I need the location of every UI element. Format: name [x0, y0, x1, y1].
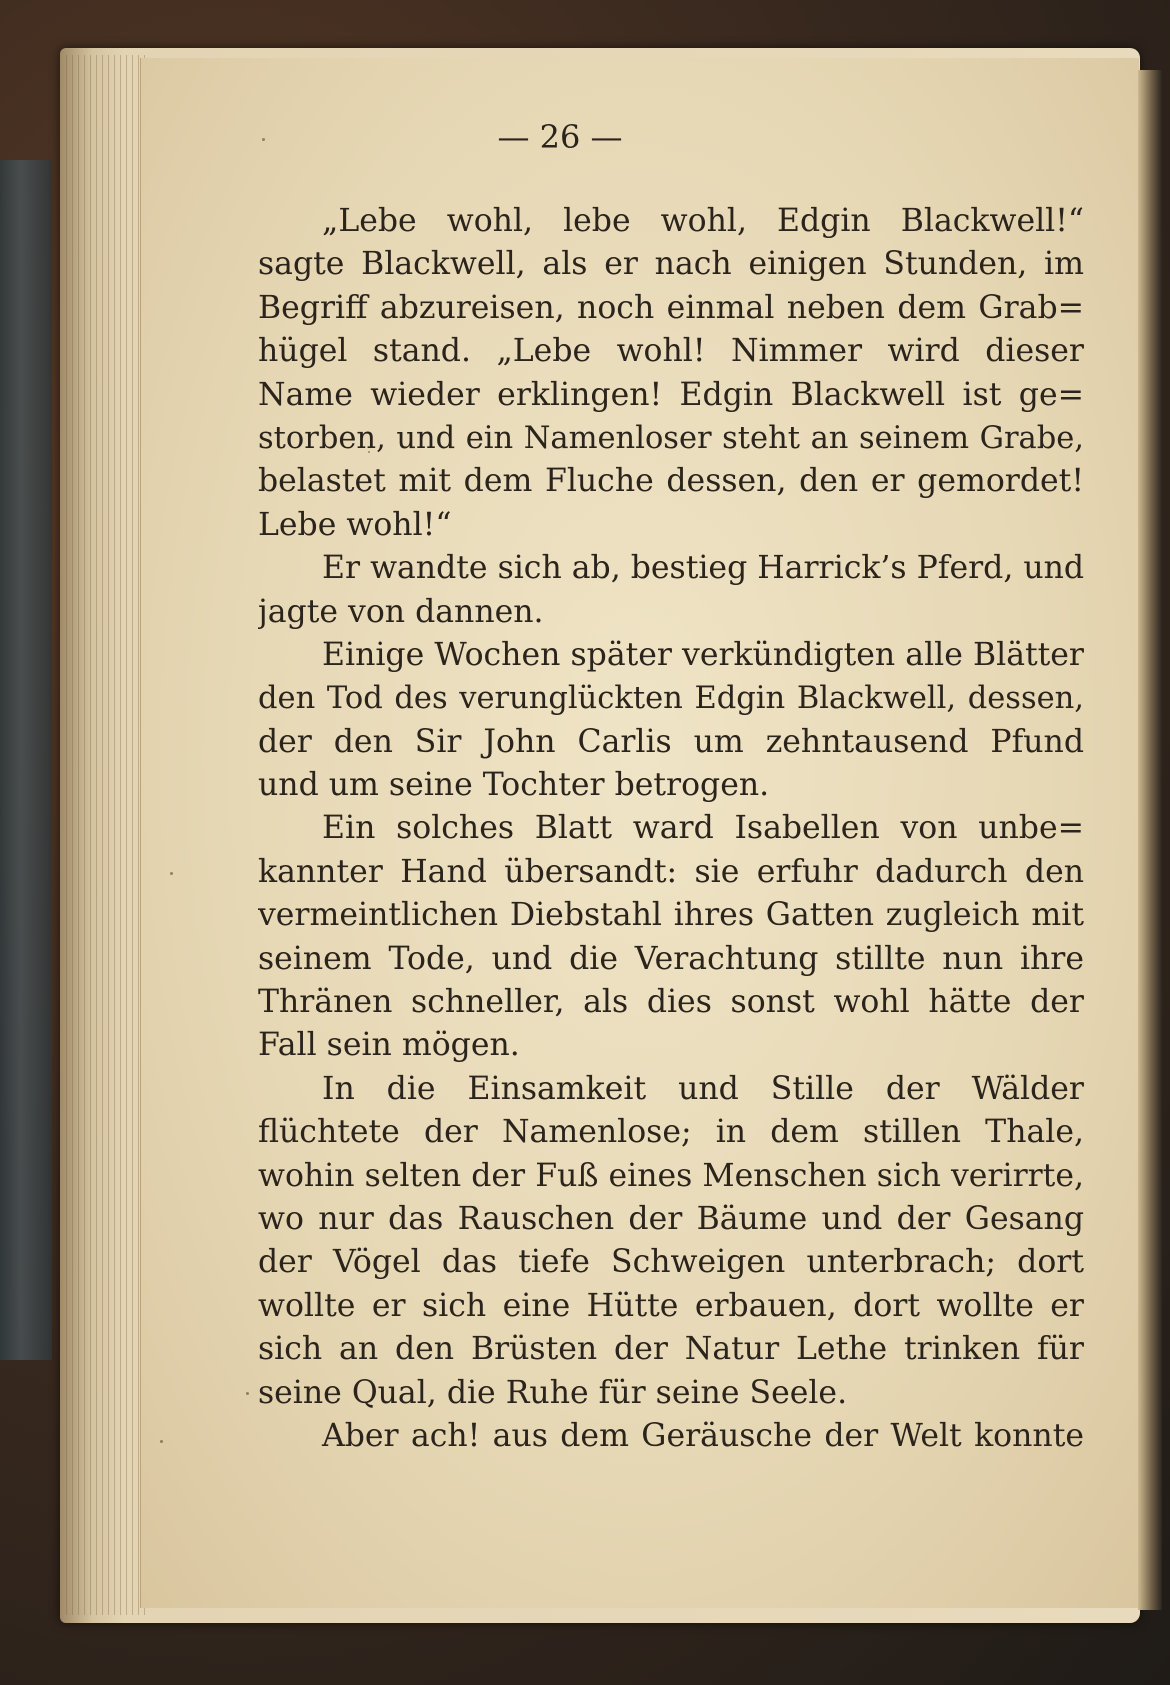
text-line: storben, und ein Namenloser steht an seinem Grabe,: [258, 420, 1084, 456]
text-line: Er wandte sich ab, bestieg Harrick’s Pferd, und: [322, 550, 1084, 587]
text-line: wollte er sich eine Hütte erbauen, dort wollte er: [258, 1287, 1084, 1324]
text-line: Begriff abzureisen, noch einmal neben dem Grab=: [258, 289, 1084, 326]
page-edges: [66, 55, 146, 1615]
text-line: belastet mit dem Fluche dessen, den er gemordet!: [258, 463, 1084, 500]
text-line: sich an den Brüsten der Natur Lethe trinken für: [258, 1331, 1084, 1368]
page-right-edge: [1138, 70, 1162, 1610]
text-line: und um seine Tochter betrogen.: [258, 767, 770, 804]
text-line: jagte von dannen.: [258, 593, 544, 630]
text-line: Einige Wochen später verkündigten alle Blätter: [322, 636, 1084, 673]
text-line: Aber ach! aus dem Geräusche der Welt konnte: [322, 1417, 1084, 1454]
page-number: — 26 —: [497, 118, 623, 156]
text-line: „Lebe wohl, lebe wohl, Edgin Blackwell!“: [322, 203, 1084, 239]
text-line: seine Qual, die Ruhe für seine Seele.: [258, 1374, 848, 1411]
text-line: der den Sir John Carlis um zehntausend Pfund: [258, 723, 1084, 760]
book-spine: [0, 160, 52, 1360]
text-line: vermeintlichen Diebstahl ihres Gatten zugleich mit: [258, 897, 1084, 934]
text-line: Thränen schneller, als dies sonst wohl hätte der: [258, 984, 1084, 1021]
text-line: flüchtete der Namenlose; in dem stillen Thale,: [258, 1114, 1084, 1151]
text-line: sagte Blackwell, als er nach einigen Stunden, im: [258, 246, 1084, 283]
text-line: hügel stand. „Lebe wohl! Nimmer wird dieser: [258, 333, 1084, 370]
text-line: Ein solches Blatt ward Isabellen von unbe=: [322, 810, 1084, 847]
text-line: der Vögel das tiefe Schweigen unterbrach; dort: [258, 1244, 1084, 1281]
text-line: wohin selten der Fuß eines Menschen sich verirrte,: [258, 1157, 1084, 1194]
text-line: Fall sein mögen.: [258, 1027, 520, 1064]
text-line: In die Einsamkeit und Stille der Wälder: [322, 1070, 1084, 1107]
text-line: seinem Tode, und die Verachtung stillte nun ihre: [258, 940, 1084, 977]
text-line: wo nur das Rauschen der Bäume und der Gesang: [258, 1200, 1084, 1237]
body-text: [258, 200, 1084, 1458]
text-line: Lebe wohl!“: [258, 506, 452, 543]
text-line: Name wieder erklingen! Edgin Blackwell ist ge=: [258, 376, 1084, 413]
text-line: kannter Hand übersandt: sie erfuhr dadurch den: [258, 853, 1084, 890]
text-line: den Tod des verunglückten Edgin Blackwell, dessen,: [258, 681, 1084, 717]
